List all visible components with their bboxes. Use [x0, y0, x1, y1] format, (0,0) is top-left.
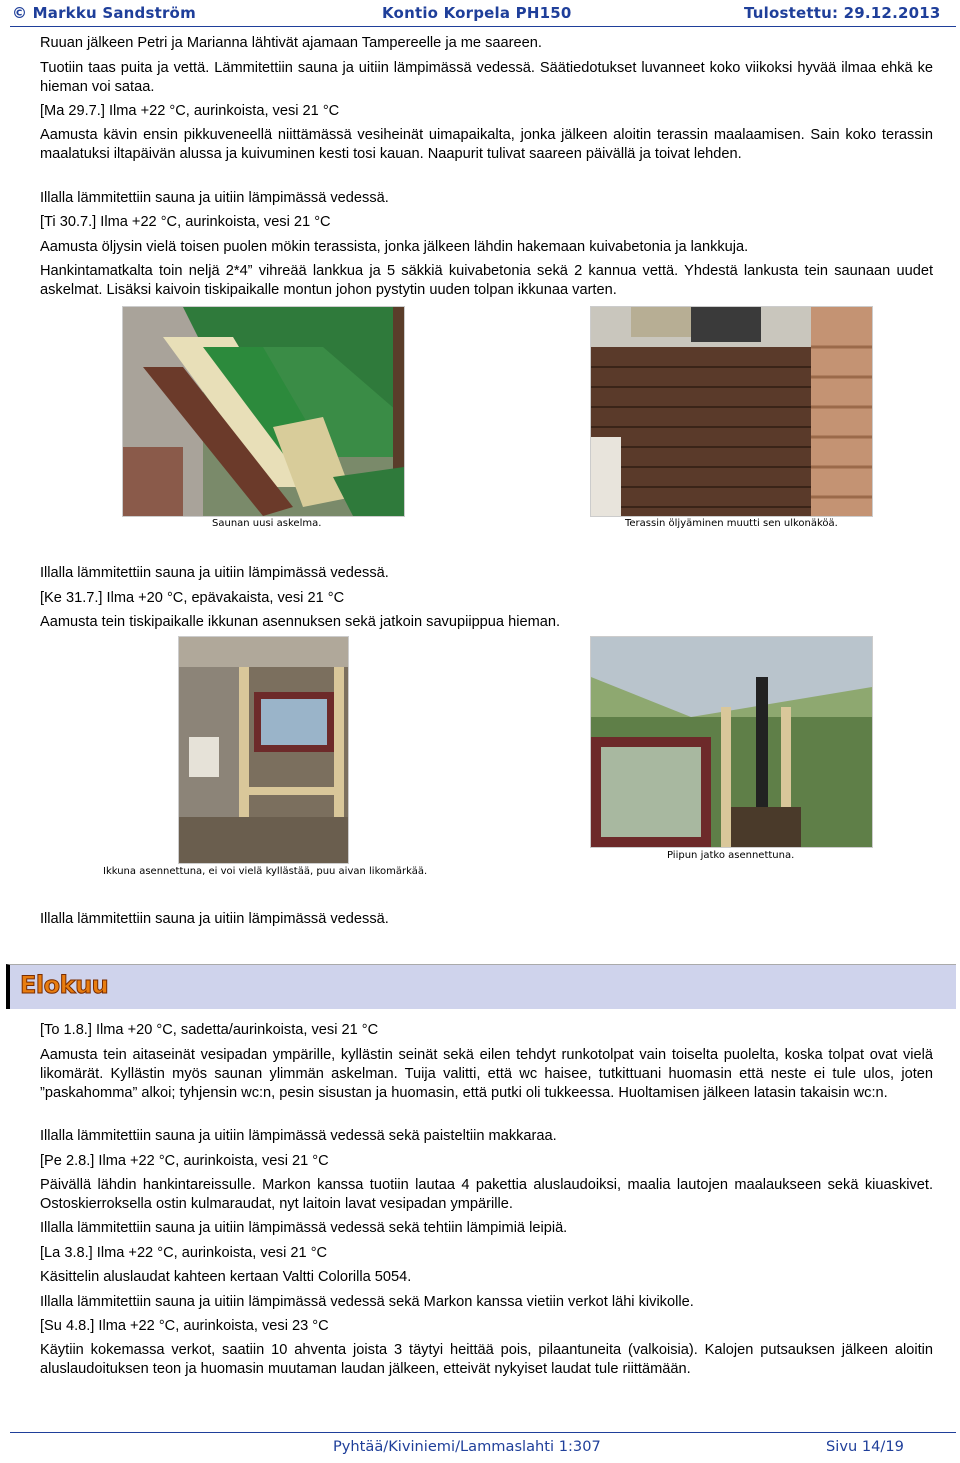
paragraph: Ruuan jälkeen Petri ja Marianna lähtivät ajamaan Tampereelle ja me saareen.	[40, 35, 542, 51]
paragraph: Illalla lämmitettiin sauna ja uitiin lämpimässä vedessä.	[40, 565, 389, 581]
paragraph: Illalla lämmitettiin sauna ja uitiin lämpimässä vedessä.	[40, 911, 389, 927]
paragraph: Aamusta tein aitaseinät vesipadan ympärille, kyllästin seinät sekä eilen tehdyt runkotolpat vain toiselta puolelta, koska tolpat ovat vielä likomärät. Kyllästin myös saunan ylimmän askelman. Tuija valitti, että wc haisee, tutkittuani huomasin että neste ei tule ulos, joten ”paskahomma” alkoi; tyhjensin wc:n, pesin sisustan ja huomasin, että putki oli tukkeessa. Huoltamisen jälkeen latasin takaisin wc:n.	[40, 1047, 933, 1101]
paragraph: Päivällä lähdin hankintareissulle. Markon kanssa tuotiin lautaa 4 pakettia aluslaudoiksi, maalia lautojen maalaukseen sekä kiuaskivet. Ostoskierroksella ostin kulmaraudat, nyt laitoin lavat vesipadan ympärille.	[40, 1177, 933, 1212]
date-heading: [Pe 2.8.] Ilma +22 °C, aurinkoista, vesi 21 °C	[40, 1153, 329, 1169]
paragraph: Aamusta tein tiskipaikalle ikkunan asennuksen sekä jatkoin savupiippua hieman.	[40, 614, 561, 630]
paragraph: Illalla lämmitettiin sauna ja uitiin lämpimässä vedessä sekä Markon kanssa vietiin verkot lähi kivikolle.	[40, 1294, 694, 1310]
header-divider	[10, 26, 956, 27]
date-heading: [La 3.8.] Ilma +22 °C, aurinkoista, vesi 21 °C	[40, 1245, 328, 1261]
photo-caption: Ikkuna asennettuna, ei voi vielä kyllästää, puu aivan likomärkää.	[103, 866, 428, 877]
photo-terrace	[590, 306, 873, 517]
footer-divider	[10, 1432, 956, 1433]
header-author: © Markku Sandström	[12, 4, 196, 22]
photo-chimney	[590, 636, 873, 848]
photo-caption: Saunan uusi askelma.	[212, 518, 322, 529]
header-printed-date: Tulostettu: 29.12.2013	[744, 4, 941, 22]
paragraph: Käytiin kokemassa verkot, saatiin 10 ahventa joista 3 täytyi heittää pois, pilaantuneita (valkoisia). Kalojen putsauksen jälkeen aloitin aluslaudoituksen teon ja huomasin muutaman laudan jälkeen, etteivät nykyiset laudat tule riittämään.	[40, 1342, 933, 1377]
paragraph: Illalla lämmitettiin sauna ja uitiin lämpimässä vedessä.	[40, 190, 389, 206]
page-header	[0, 0, 960, 24]
paragraph: Aamusta öljysin vielä toisen puolen mökin terassista, jonka jälkeen lähdin hakemaan kuivabetonia ja lankkuja.	[40, 239, 749, 255]
photo-sauna-step	[122, 306, 405, 517]
date-heading: [Su 4.8.] Ilma +22 °C, aurinkoista, vesi 23 °C	[40, 1318, 329, 1334]
paragraph: Aamusta kävin ensin pikkuveneellä niittämässä vesiheinät uimapaikalta, jonka jälkeen aloitin terassin maalaamisen. Sain koko terassin maalatuksi iltapäivän alussa ja kuivuminen kesti tosi kauan. Naapurit tulivat saareen päivällä ja toivat lehden.	[40, 127, 933, 162]
paragraph: Käsittelin aluslaudat kahteen kertaan Valtti Colorilla 5054.	[40, 1269, 412, 1285]
paragraph: Tuotiin taas puita ja vettä. Lämmitettiin sauna ja uitiin lämpimässä vedessä. Säätiedotukset luvanneet koko viikoksi hyvää ilmaa ehkä ke hieman voi sataa.	[40, 60, 933, 95]
photo-caption: Terassin öljyäminen muutti sen ulkonäköä.	[625, 518, 838, 529]
footer-page-number: Sivu 14/19	[826, 1438, 904, 1455]
month-heading-banner	[6, 964, 956, 1009]
date-heading: [Ti 30.7.] Ilma +22 °C, aurinkoista, vesi 21 °C	[40, 214, 331, 230]
footer-location: Pyhtää/Kiviniemi/Lammaslahti 1:307	[333, 1438, 601, 1455]
date-heading: [To 1.8.] Ilma +20 °C, sadetta/aurinkoista, vesi 21 °C	[40, 1022, 379, 1038]
header-vessel: Kontio Korpela PH150	[382, 4, 572, 22]
photo-caption: Piipun jatko asennettuna.	[667, 850, 795, 861]
paragraph: Illalla lämmitettiin sauna ja uitiin lämpimässä vedessä sekä paisteltiin makkaraa.	[40, 1128, 557, 1144]
paragraph: Illalla lämmitettiin sauna ja uitiin lämpimässä vedessä sekä tehtiin lämpimiä leipiä.	[40, 1220, 568, 1236]
date-heading: [Ke 31.7.] Ilma +20 °C, epävakaista, vesi 21 °C	[40, 590, 345, 606]
date-heading: [Ma 29.7.] Ilma +22 °C, aurinkoista, vesi 21 °C	[40, 103, 340, 119]
photo-window	[178, 636, 349, 864]
paragraph: Hankintamatkalta toin neljä 2*4” vihreää lankkua ja 5 säkkiä kuivabetonia sekä 2 kannua vettä. Yhdestä lankusta tein saunaan uudet askelmat. Lisäksi kaivoin tiskipaikalle montun johon pystytin uuden tolpan ikkunaa varten.	[40, 263, 933, 298]
month-heading: Elokuu	[20, 971, 109, 999]
